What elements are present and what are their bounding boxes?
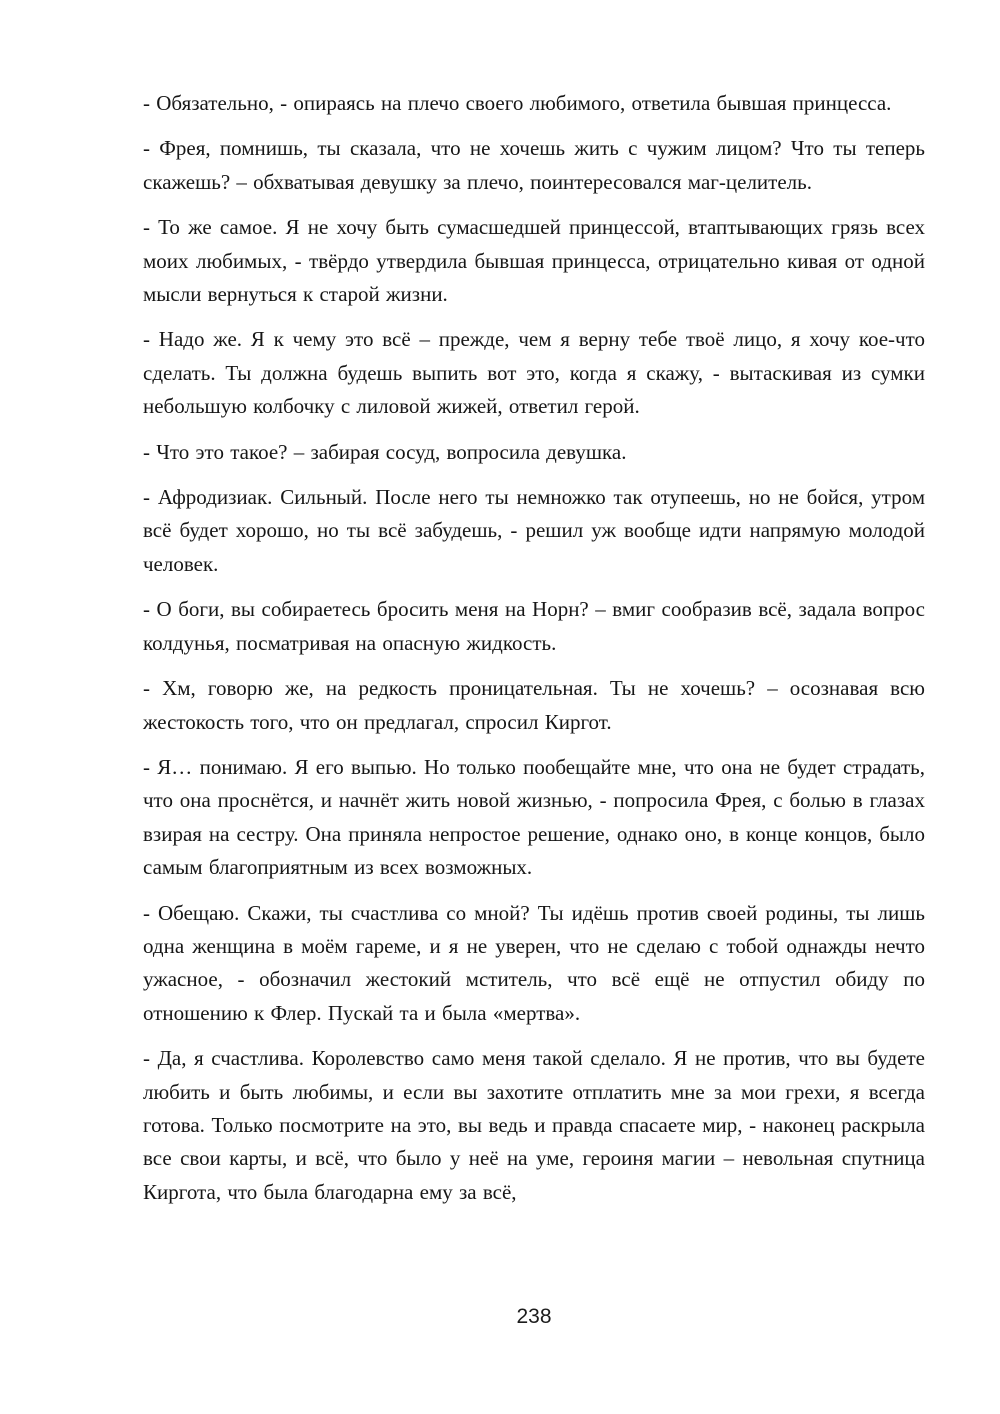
paragraph: - Обязательно, - опираясь на плечо своего любимого, ответила бывшая принцесса.: [143, 91, 892, 115]
text-column: [143, 87, 925, 1221]
paragraph: - Я… понимаю. Я его выпью. Но только пообещайте мне, что она не будет страдать, что она проснётся, и начнёт жить новой жизнью, - попросила Фрея, с болью в глазах взирая на сестру. Она приняла непростое решение, однако оно, в конце концов, было самым благоприятным из всех возможных.: [143, 754, 925, 880]
paragraph: - О боги, вы собираетесь бросить меня на Норн? – вмиг сообразив всё, задала вопрос колдунья, посматривая на опасную жидкость.: [143, 597, 925, 655]
paragraph: - Фрея, помнишь, ты сказала, что не хочешь жить с чужим лицом? Что ты теперь скажешь? – обхватывая девушку за плечо, поинтересовался маг-целитель.: [143, 136, 925, 194]
paragraph: - Надо же. Я к чему это всё – прежде, чем я верну тебе твоё лицо, я хочу кое-что сделать. Ты должна будешь выпить вот это, когда я скажу, - вытаскивая из сумки небольшую колбочку с лиловой жижей, ответил герой.: [143, 327, 925, 419]
paragraph: - Да, я счастлива. Королевство само меня такой сделало. Я не против, что вы будете любить и быть любимы, и если вы захотите отплатить мне за мои грехи, я всегда готова. Только посмотрите на это, вы ведь и правда спасаете мир, - наконец раскрыла все свои карты, и всё, что было у неё на уме, героиня магии – невольная спутница Киргота, что была благодарна ему за всё,: [143, 1046, 925, 1204]
paragraph: - Что это такое? – забирая сосуд, вопросила девушка.: [143, 439, 627, 464]
paragraph: - Афродизиак. Сильный. После него ты немножко так отупеешь, но не бойся, утром всё будет хорошо, но ты всё забудешь, - решил уж вообще идти напрямую молодой человек.: [143, 485, 925, 576]
page-footer: [143, 1305, 925, 1329]
paragraph: - То же самое. Я не хочу быть сумасшедшей принцессой, втаптывающих грязь всех моих любимых, - твёрдо утвердила бывшая принцесса, отрицательно кивая от одной мысли вернуться к старой жизни.: [143, 215, 925, 307]
page-number: 238: [516, 1305, 552, 1328]
paragraph: - Хм, говорю же, на редкость проницательная. Ты не хочешь? – осознавая всю жестокость того, что он предлагал, спросил Киргот.: [143, 676, 925, 734]
paragraph: - Обещаю. Скажи, ты счастлива со мной? Ты идёшь против своей родины, ты лишь одна женщина в моём гареме, и я не уверен, что не сделаю с тобой однажды нечто ужасное, - обозначил жестокий мститель, что всё ещё не отпустил обиду по отношению к Флер. Пускай та и была «мертва».: [143, 900, 925, 1025]
